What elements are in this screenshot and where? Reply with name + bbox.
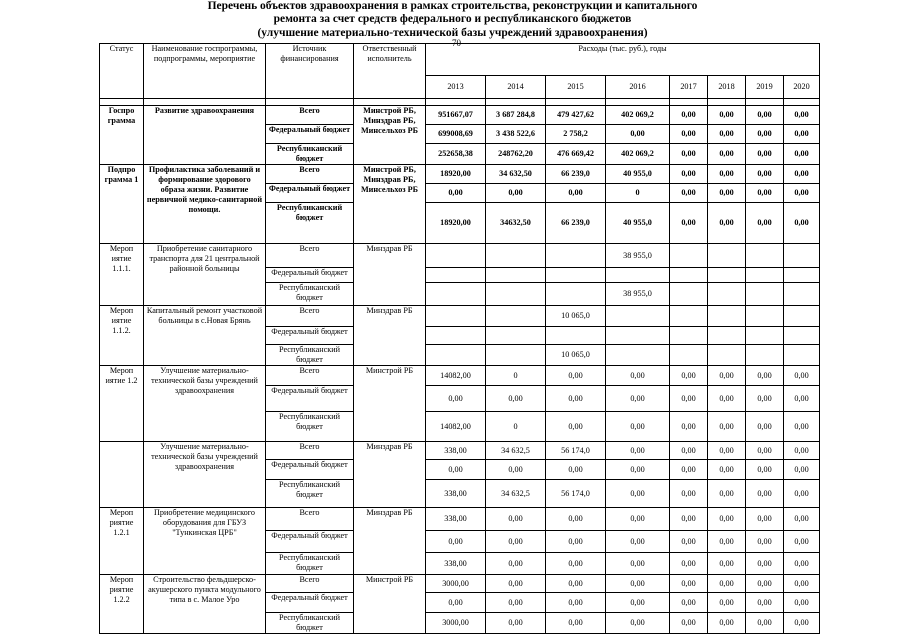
value-cell: 338,00 [426,553,486,575]
source-cell: Федеральный бюджет [266,184,354,203]
value-cell: 0,00 [746,442,784,460]
value-cell: 0 [486,366,546,386]
value-cell: 0,00 [670,386,708,412]
name-cell: Приобретение медицинского оборудования для ГБУЗ "Тункинская ЦРБ" [144,508,266,575]
value-cell: 0,00 [670,480,708,508]
table-row [100,306,820,327]
value-cell: 0,00 [746,575,784,593]
value-cell: 0,00 [708,553,746,575]
value-cell: 0,00 [746,480,784,508]
value-cell: 0,00 [546,508,606,531]
value-cell: 0,00 [426,184,486,203]
source-cell: Республиканский бюджет [266,553,354,575]
value-cell [606,268,670,283]
value-cell: 0,00 [746,508,784,531]
value-cell [708,306,746,327]
value-cell: 0,00 [486,553,546,575]
value-cell [670,268,708,283]
value-cell [670,345,708,366]
value-cell [746,306,784,327]
spacer-cell [546,99,606,106]
value-cell: 0,00 [708,575,746,593]
value-cell: 0,00 [546,553,606,575]
value-cell: 0,00 [708,144,746,165]
value-cell: 0,00 [708,412,746,442]
source-cell: Всего [266,575,354,593]
value-cell: 0,00 [546,386,606,412]
value-cell: 0,00 [670,184,708,203]
value-cell: 479 427,62 [546,106,606,125]
value-cell: 0,00 [784,106,820,125]
value-cell: 0,00 [486,386,546,412]
header-year-2019: 2019 [746,76,784,99]
value-cell: 0,00 [784,203,820,244]
value-cell: 0,00 [784,165,820,184]
source-cell: Всего [266,165,354,184]
value-cell: 0,00 [670,412,708,442]
value-cell: 0,00 [606,508,670,531]
value-cell [746,268,784,283]
value-cell: 0,00 [546,412,606,442]
value-cell: 0,00 [746,531,784,553]
value-cell: 0,00 [606,531,670,553]
value-cell [426,345,486,366]
value-cell [486,283,546,306]
header-row [100,44,820,76]
value-cell: 0,00 [708,366,746,386]
spacer-cell [784,99,820,106]
header-year-2013: 2013 [426,76,486,99]
value-cell: 402 069,2 [606,106,670,125]
value-cell: 66 239,0 [546,203,606,244]
value-cell: 0,00 [670,531,708,553]
value-cell: 402 069,2 [606,144,670,165]
value-cell [546,268,606,283]
value-cell: 0,00 [546,531,606,553]
value-cell [426,327,486,345]
value-cell: 18920,00 [426,203,486,244]
name-cell: Улучшение материально-технической базы учреждений здравоохранения [144,442,266,508]
value-cell: 0,00 [784,412,820,442]
value-cell: 2 758,2 [546,125,606,144]
value-cell: 0,00 [670,366,708,386]
value-cell [486,244,546,268]
source-cell: Республиканский бюджет [266,283,354,306]
value-cell: 0,00 [546,460,606,480]
value-cell [784,306,820,327]
value-cell: 0,00 [606,460,670,480]
spacer-cell [670,99,708,106]
source-cell: Республиканский бюджет [266,480,354,508]
value-cell: 338,00 [426,508,486,531]
name-cell: Приобретение санитарного транспорта для 21 центральной районной больницы [144,244,266,306]
value-cell: 0,00 [606,613,670,634]
spacer-cell [746,99,784,106]
value-cell: 0,00 [708,165,746,184]
source-cell: Федеральный бюджет [266,268,354,283]
source-cell: Всего [266,508,354,531]
executor-cell: Минздрав РБ [354,442,426,508]
value-cell: 0,00 [708,203,746,244]
value-cell: 0,00 [784,460,820,480]
status-cell [100,442,144,508]
value-cell: 0,00 [708,593,746,613]
value-cell [746,327,784,345]
status-cell: Госпро грамма [100,106,144,165]
title-line-2: ремонта за счет средств федерального и республиканского бюджетов [273,13,632,26]
source-cell: Федеральный бюджет [266,327,354,345]
header-name: Наименование госпрограммы, подпрограммы, мероприятие [144,44,266,99]
header-year-2020: 2020 [784,76,820,99]
value-cell: 0,00 [746,106,784,125]
value-cell: 252658,38 [426,144,486,165]
value-cell: 0,00 [784,125,820,144]
value-cell: 3000,00 [426,575,486,593]
value-cell [708,327,746,345]
value-cell: 0,00 [784,575,820,593]
value-cell [426,306,486,327]
spacer-cell [708,99,746,106]
value-cell: 0,00 [746,386,784,412]
value-cell: 0,00 [670,125,708,144]
value-cell [746,283,784,306]
value-cell: 0,00 [670,144,708,165]
value-cell [486,268,546,283]
value-cell: 0,00 [784,553,820,575]
value-cell [784,244,820,268]
value-cell [708,345,746,366]
status-cell: Подпро грамма 1 [100,165,144,244]
header-year-2017: 2017 [670,76,708,99]
value-cell: 0,00 [426,531,486,553]
value-cell [486,345,546,366]
table-row [100,244,820,268]
value-cell: 0,00 [784,442,820,460]
value-cell: 38 955,0 [606,283,670,306]
status-cell: Мероп иятие 1.2 [100,366,144,442]
status-cell: Мероп иятие 1.1.2. [100,306,144,366]
spacer-row [100,99,820,106]
value-cell: 0,00 [546,184,606,203]
value-cell: 0,00 [606,575,670,593]
value-cell: 0,00 [670,508,708,531]
value-cell: 0,00 [746,184,784,203]
value-cell: 0,00 [784,184,820,203]
value-cell: 0,00 [784,144,820,165]
value-cell: 0,00 [546,613,606,634]
expenditure-table [99,43,820,634]
value-cell [546,327,606,345]
value-cell: 951667,07 [426,106,486,125]
value-cell [546,283,606,306]
value-cell: 0,00 [606,412,670,442]
value-cell: 0,00 [606,593,670,613]
value-cell [670,283,708,306]
spacer-cell [486,99,546,106]
value-cell: 0,00 [486,460,546,480]
value-cell: 34 632,5 [486,480,546,508]
name-cell: Профилактика заболеваний и формирование здорового образа жизни. Развитие первичной медико-санитарной помощи. [144,165,266,244]
value-cell [426,244,486,268]
value-cell [784,327,820,345]
value-cell [606,306,670,327]
executor-cell: Минздрав РБ [354,508,426,575]
value-cell: 3000,00 [426,613,486,634]
value-cell: 0,00 [670,593,708,613]
table-row [100,442,820,460]
value-cell [708,268,746,283]
source-cell: Всего [266,306,354,327]
value-cell: 0,00 [708,460,746,480]
value-cell: 476 669,42 [546,144,606,165]
value-cell: 38 955,0 [606,244,670,268]
value-cell: 0,00 [708,480,746,508]
value-cell [784,268,820,283]
status-cell: Мероп риятие 1.2.2 [100,575,144,634]
value-cell: 0,00 [746,593,784,613]
value-cell: 0,00 [606,125,670,144]
page-number: 70 [452,38,461,48]
value-cell: 0,00 [546,575,606,593]
source-cell: Республиканский бюджет [266,144,354,165]
title-line-1: Перечень объектов здравоохранения в рамках строительства, реконструкции и капитального [207,0,698,12]
value-cell: 0,00 [784,386,820,412]
value-cell: 14082,00 [426,366,486,386]
source-cell: Федеральный бюджет [266,460,354,480]
value-cell [708,244,746,268]
header-year-2016: 2016 [606,76,670,99]
executor-cell: Минздрав РБ [354,244,426,306]
value-cell [746,244,784,268]
value-cell: 0,00 [784,480,820,508]
value-cell [546,244,606,268]
value-cell: 0,00 [546,593,606,613]
spacer-cell [354,99,426,106]
header-expenses: Расходы (тыс. руб.), годы [426,44,820,76]
executor-cell: Минздрав РБ [354,306,426,366]
value-cell: 14082,00 [426,412,486,442]
title-line-3: (улучшение материально-технической базы учреждений здравоохранения) [257,26,648,39]
value-cell: 248762,20 [486,144,546,165]
source-cell: Всего [266,366,354,386]
value-cell [708,283,746,306]
value-cell: 56 174,0 [546,442,606,460]
value-cell: 0,00 [486,593,546,613]
value-cell: 0,00 [486,508,546,531]
header-year-2015: 2015 [546,76,606,99]
value-cell: 338,00 [426,480,486,508]
source-cell: Республиканский бюджет [266,203,354,244]
source-cell: Федеральный бюджет [266,125,354,144]
executor-cell: Минстрой РБ [354,366,426,442]
value-cell: 0,00 [746,412,784,442]
value-cell: 10 065,0 [546,306,606,327]
value-cell: 0,00 [670,613,708,634]
source-cell: Всего [266,244,354,268]
value-cell: 40 955,0 [606,203,670,244]
value-cell: 699008,69 [426,125,486,144]
value-cell: 0,00 [746,553,784,575]
value-cell [486,306,546,327]
value-cell [486,327,546,345]
value-cell: 0,00 [708,386,746,412]
executor-cell: Минстрой РБ, Минздрав РБ, Минсельхоз РБ [354,106,426,165]
value-cell: 0,00 [670,165,708,184]
value-cell: 0,00 [606,366,670,386]
value-cell: 0,00 [708,106,746,125]
value-cell: 0,00 [486,531,546,553]
value-cell: 40 955,0 [606,165,670,184]
document-title [0,0,905,40]
value-cell: 0,00 [670,460,708,480]
table-row [100,508,820,531]
value-cell: 0,00 [746,613,784,634]
spacer-cell [266,99,354,106]
spacer-cell [144,99,266,106]
name-cell: Капитальный ремонт участковой больницы в с.Новая Брянь [144,306,266,366]
value-cell: 0,00 [708,184,746,203]
value-cell: 0,00 [746,460,784,480]
value-cell [784,345,820,366]
value-cell: 18920,00 [426,165,486,184]
value-cell: 0,00 [670,575,708,593]
header-year-2014: 2014 [486,76,546,99]
value-cell: 56 174,0 [546,480,606,508]
value-cell [670,327,708,345]
value-cell: 3 687 284,8 [486,106,546,125]
status-cell: Мероп риятие 1.2.1 [100,508,144,575]
value-cell: 0,00 [708,613,746,634]
value-cell: 0,00 [670,203,708,244]
value-cell: 0,00 [426,460,486,480]
header-status: Статус [100,44,144,99]
name-cell: Улучшение материально-технической базы учреждений здравоохранения [144,366,266,442]
source-cell: Федеральный бюджет [266,386,354,412]
source-cell: Федеральный бюджет [266,531,354,553]
value-cell: 0,00 [426,386,486,412]
value-cell: 0,00 [708,125,746,144]
executor-cell: Минстрой РБ [354,575,426,634]
value-cell: 0,00 [486,184,546,203]
value-cell: 0,00 [670,553,708,575]
value-cell: 0 [606,184,670,203]
value-cell: 0,00 [784,508,820,531]
name-cell: Строительство фельдшерско-акушерского пункта модульного типа в с. Малое Уро [144,575,266,634]
value-cell: 34 632,50 [486,165,546,184]
value-cell [426,283,486,306]
value-cell: 0,00 [784,593,820,613]
status-cell: Мероп иятие 1.1.1. [100,244,144,306]
value-cell: 0,00 [670,106,708,125]
value-cell: 0,00 [746,366,784,386]
value-cell: 0,00 [606,386,670,412]
source-cell: Республиканский бюджет [266,412,354,442]
value-cell: 0,00 [606,553,670,575]
value-cell: 0,00 [546,366,606,386]
value-cell: 0,00 [606,442,670,460]
value-cell: 0,00 [784,366,820,386]
value-cell: 0,00 [784,613,820,634]
value-cell [426,268,486,283]
executor-cell: Минстрой РБ, Минздрав РБ, Минсельхоз РБ [354,165,426,244]
header-source: Источник финансирования [266,44,354,99]
source-cell: Республиканский бюджет [266,345,354,366]
value-cell [784,283,820,306]
value-cell: 0,00 [486,575,546,593]
spacer-cell [100,99,144,106]
value-cell [606,345,670,366]
source-cell: Республиканский бюджет [266,613,354,634]
value-cell: 0,00 [426,593,486,613]
value-cell [670,244,708,268]
table-row [100,366,820,386]
spacer-cell [426,99,486,106]
value-cell: 34632,50 [486,203,546,244]
value-cell: 0,00 [746,165,784,184]
spacer-cell [606,99,670,106]
value-cell: 0,00 [708,531,746,553]
value-cell [746,345,784,366]
value-cell: 0,00 [606,480,670,508]
value-cell: 10 065,0 [546,345,606,366]
value-cell: 66 239,0 [546,165,606,184]
value-cell [670,306,708,327]
value-cell: 0,00 [746,125,784,144]
source-cell: Всего [266,106,354,125]
value-cell: 0,00 [708,508,746,531]
value-cell: 0,00 [784,531,820,553]
value-cell: 338,00 [426,442,486,460]
value-cell: 0,00 [486,613,546,634]
value-cell [606,327,670,345]
header-executor: Ответственный исполнитель [354,44,426,99]
value-cell: 0,00 [670,442,708,460]
source-cell: Федеральный бюджет [266,593,354,613]
value-cell: 3 438 522,6 [486,125,546,144]
value-cell: 0,00 [708,442,746,460]
value-cell: 0,00 [746,203,784,244]
table-row [100,165,820,184]
value-cell: 0 [486,412,546,442]
header-year-2018: 2018 [708,76,746,99]
value-cell: 34 632,5 [486,442,546,460]
value-cell: 0,00 [746,144,784,165]
source-cell: Всего [266,442,354,460]
table-row [100,106,820,125]
table-row [100,575,820,593]
name-cell: Развитие здравоохранения [144,106,266,165]
